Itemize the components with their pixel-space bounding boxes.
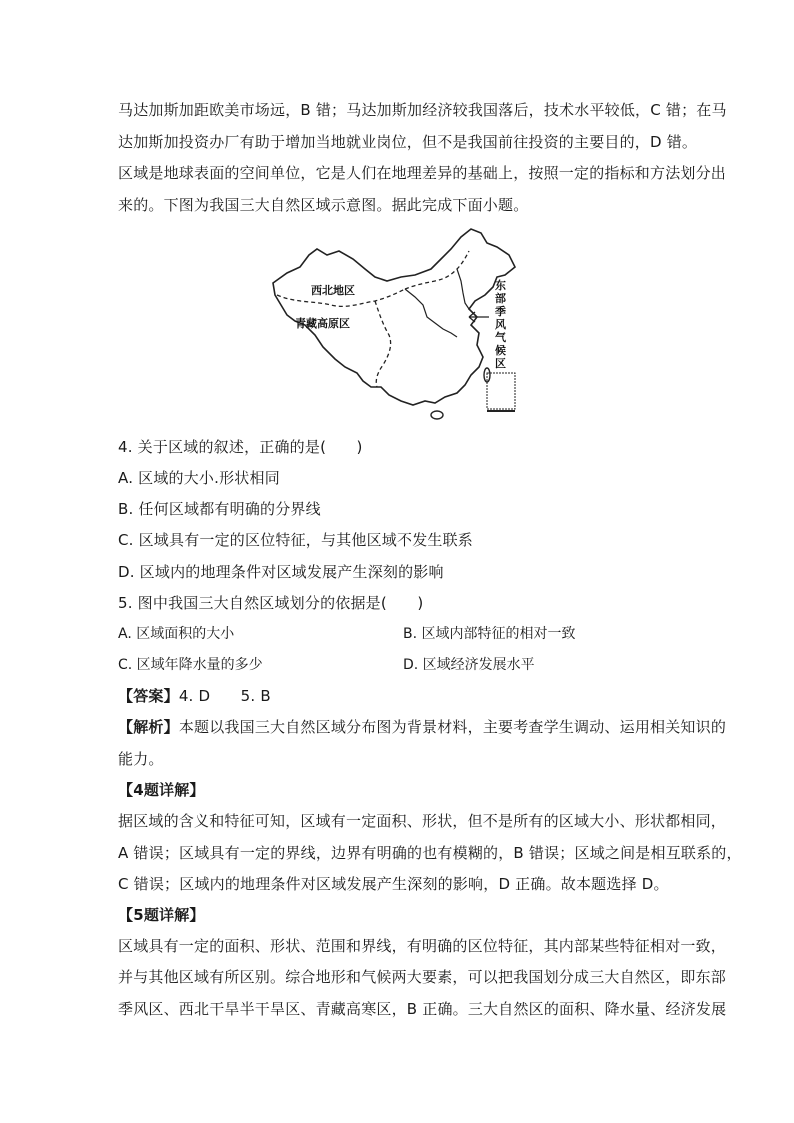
analysis-tag: 【解析】 (118, 718, 179, 736)
south-sea-inset (487, 373, 515, 409)
label-east: 东部季风气候区 (495, 279, 506, 370)
answer-tag: 【答案】 (118, 687, 179, 705)
detail5-line-1: 区域具有一定的面积、形状、范围和界线，有明确的区位特征，其内部某些特征相对一致， (118, 937, 727, 955)
q5-option-c: C. 区域年降水量的多少 (118, 657, 263, 673)
q4-option-b: B. 任何区域都有明确的分界线 (118, 500, 321, 518)
analysis-line-1 (118, 717, 726, 737)
detail5-title: 【5题详解】 (118, 906, 205, 924)
q4-option-a: A. 区域的大小.形状相同 (118, 469, 280, 487)
intro-line-4: 来的。下图为我国三大自然区域示意图。据此完成下面小题。 (118, 196, 529, 214)
inner-boundary (405, 289, 457, 337)
detail4-line-1: 据区域的含义和特征可知，区域有一定面积、形状，但不是所有的区域大小、形状都相同， (118, 812, 727, 830)
q5-option-a: A. 区域面积的大小 (118, 626, 235, 642)
hainan-island (431, 411, 443, 419)
detail5-line-2: 并与其他区域有所区别。综合地形和气候两大要素，可以把我国划分成三大自然区，即东部 (118, 968, 727, 986)
detail4-line-3: C 错误；区域内的地理条件对区域发展产生深刻的影响，D 正确。故本题选择 D。 (118, 875, 669, 893)
answer-text: 4. D 5. B (178, 687, 271, 705)
pointer-arrow (469, 312, 489, 322)
q4-option-c: C. 区域具有一定的区位特征，与其他区域不发生联系 (118, 531, 474, 549)
label-qingzang: 青藏高原区 (295, 317, 350, 330)
intro-line-2: 达加斯加投资办厂有助于增加当地就业岗位，但不是我国前往投资的主要目的，D 错。 (118, 133, 698, 151)
detail4-title: 【4题详解】 (118, 781, 205, 799)
label-northwest: 西北地区 (311, 284, 355, 297)
qingzang-east-boundary (375, 301, 391, 387)
q4-option-d: D. 区域内的地理条件对区域发展产生深刻的影响 (118, 563, 444, 581)
q5-option-d: D. 区域经济发展水平 (403, 657, 535, 673)
q5-option-b: B. 区域内部特征的相对一致 (403, 626, 576, 642)
west-east-boundary (405, 251, 469, 289)
intro-line-1: 马达加斯加距欧美市场远，B 错；马达加斯加经济较我国落后，技术水平较低，C 错；在马 (118, 101, 727, 119)
q4-stem: 4. 关于区域的叙述，正确的是( ) (118, 438, 363, 456)
china-regions-map (265, 225, 525, 420)
answer-line (118, 686, 271, 706)
analysis-line-2: 能力。 (118, 750, 164, 768)
intro-line-3: 区域是地球表面的空间单位，它是人们在地理差异的基础上，按照一定的指标和方法划分出 (118, 164, 727, 182)
analysis-text: 本题以我国三大自然区域分布图为背景材料，主要考查学生调动、运用相关知识的 (178, 718, 727, 736)
detail5-line-3: 季风区、西北干旱半干旱区、青藏高寒区，B 正确。三大自然区的面积、降水量、经济发展 (118, 1000, 727, 1018)
q5-stem: 5. 图中我国三大自然区域划分的依据是( ) (118, 594, 424, 612)
inner-boundary-2 (457, 269, 469, 309)
detail4-line-2: A 错误；区域具有一定的界线，边界有明确的也有模糊的，B 错误；区域之间是相互联系的， (118, 844, 742, 862)
